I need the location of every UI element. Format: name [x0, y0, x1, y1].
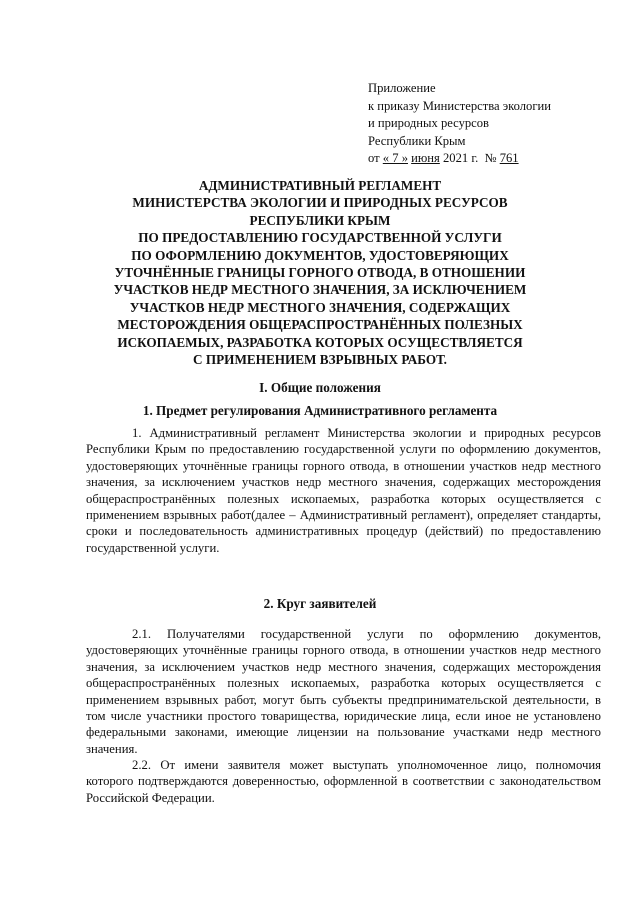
annex-block	[368, 80, 551, 168]
annex-line: к приказу Министерства экологии	[368, 98, 551, 113]
title-line: ПО ОФОРМЛЕНИЮ ДОКУМЕНТОВ, УДОСТОВЕРЯЮЩИХ	[131, 247, 509, 263]
title-line: УЧАСТКОВ НЕДР МЕСТНОГО ЗНАЧЕНИЯ, СОДЕРЖАЩИХ	[129, 299, 511, 315]
number-sign: №	[484, 151, 497, 166]
date-year: 2021 г.	[442, 151, 479, 166]
regulation-title	[60, 177, 580, 368]
title-line: МИНИСТЕРСТВА ЭКОЛОГИИ И ПРИРОДНЫХ РЕСУРСОВ	[132, 195, 508, 211]
annex-line: Приложение	[368, 81, 436, 95]
title-line: УТОЧНЁННЫЕ ГРАНИЦЫ ГОРНОГО ОТВОДА, В ОТНОШЕНИИ	[114, 265, 526, 281]
annex-line: Республики Крым	[368, 133, 466, 148]
subsection-heading-subject: 1. Предмет регулирования Административного регламента	[142, 403, 498, 418]
date-month: июня	[411, 151, 440, 166]
title-line: ПО ПРЕДОСТАВЛЕНИЮ ГОСУДАРСТВЕННОЙ УСЛУГИ	[138, 230, 502, 246]
annex-line: и природных ресурсов	[368, 116, 489, 131]
title-line: ИСКОПАЕМЫХ, РАЗРАБОТКА КОТОРЫХ ОСУЩЕСТВЛЯЕТСЯ	[117, 334, 523, 350]
paragraph-1: 1. Административный регламент Министерства экологии и природных ресурсов Республики Крым по предоставлению государственной услуги по оформлению документов, удостоверяющих уточнённые границы горного отвода, в отношении участков недр местного значения, за исключением участков недр местного значения, содержащих месторождения общераспространённых полезных ископаемых, разработка которых осуществляется с применением взрывных работ(далее – Административный регламент), определяет стандарты, сроки и последовательность административных процедур (действий) по предоставлению государственной услуги.	[86, 426, 601, 555]
title-line: УЧАСТКОВ НЕДР МЕСТНОГО ЗНАЧЕНИЯ, ЗА ИСКЛЮЧЕНИЕМ	[113, 282, 527, 298]
annex-date-line	[368, 150, 551, 168]
title-line: АДМИНИСТРАТИВНЫЙ РЕГЛАМЕНТ	[198, 178, 442, 193]
date-day: « 7 »	[382, 151, 408, 166]
title-line: МЕСТОРОЖДЕНИЯ ОБЩЕРАСПРОСТРАНЁННЫХ ПОЛЕЗНЫХ	[117, 317, 523, 333]
title-line: С ПРИМЕНЕНИЕМ ВЗРЫВНЫХ РАБОТ.	[193, 352, 447, 368]
section-heading-applicants: 2. Круг заявителей	[263, 596, 377, 611]
date-prefix: от	[368, 151, 380, 166]
paragraph-2-1: 2.1. Получателями государственной услуги по оформлению документов, удостоверяющих уточнённые границы горного отвода, в отношении участков недр местного значения, за исключением участков недр местного значения, содержащих месторождения общераспространённых полезных ископаемых, разработка которых осуществляется с применением взрывных работ, могут быть субъекты предпринимательской деятельности, в том числе участники простого товарищества, юридические лица, если иное не установлено федеральными законами, имеющие лицензии на пользование участками недр местного значения.	[86, 627, 601, 756]
paragraph-2-2: 2.2. От имени заявителя может выступать уполномоченное лицо, полномочия которого подтверждаются доверенностью, оформленной в соответствии с законодательством Российской Федерации.	[86, 758, 601, 805]
section-heading-general: I. Общие положения	[259, 380, 381, 395]
order-number: 761	[499, 151, 519, 166]
title-line: РЕСПУБЛИКИ КРЫМ	[249, 212, 391, 228]
